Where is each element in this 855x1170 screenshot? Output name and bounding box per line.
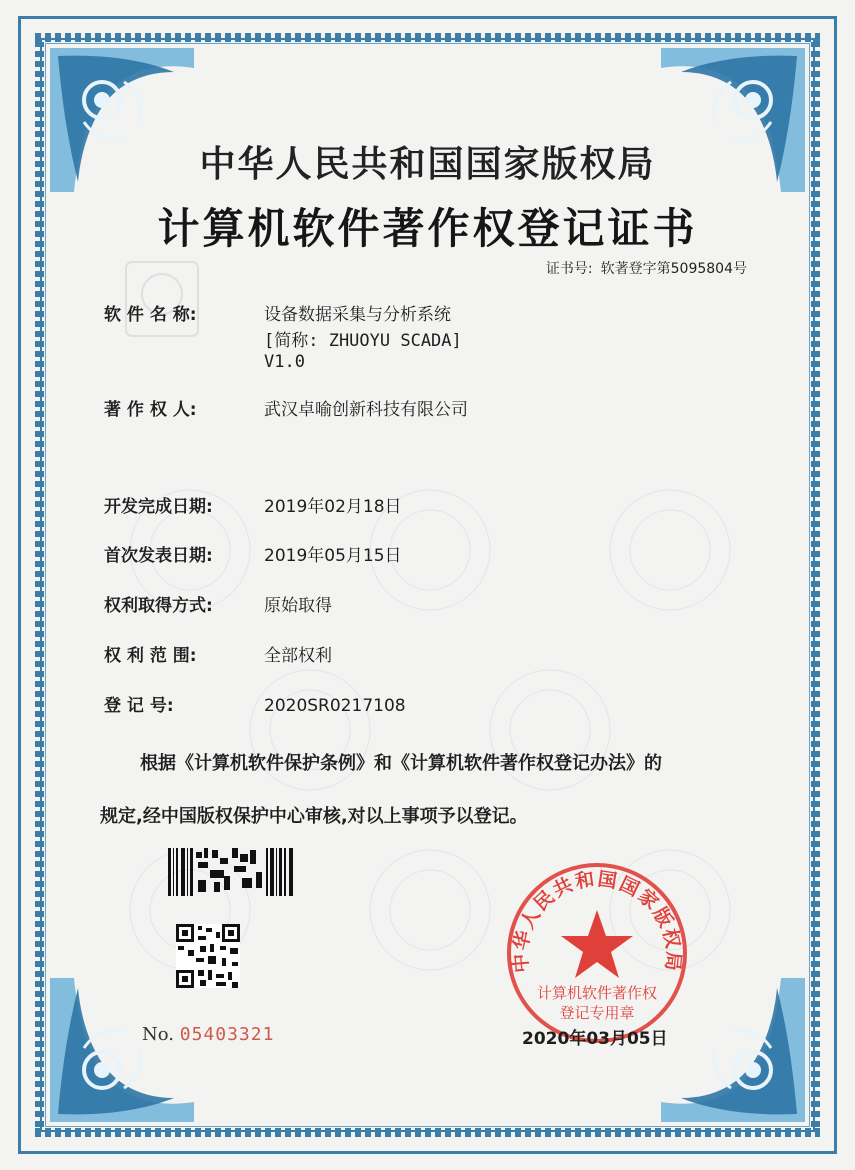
statement-line-1: 根据《计算机软件保护条例》和《计算机软件著作权登记办法》的 [140,753,662,774]
statement-line-2: 规定,经中国版权保护中心审核,对以上事项予以登记。 [100,806,528,827]
official-seal-icon [502,858,692,1048]
field-value: 设备数据采集与分析系统 [264,305,451,325]
field-label: 软 件 名 称: [104,305,197,325]
seal-inner-line-2: 登记专用章 [559,1004,635,1022]
seal-outer-text: 中华人民共和国国家版权局 [509,868,685,974]
field-value: 全部权利 [264,646,332,666]
field-rights-scope [104,641,332,666]
field-software-name [104,300,451,325]
field-value: 2019年05月15日 [264,546,402,566]
field-value: 武汉卓喻创新科技有限公司 [264,400,468,420]
field-registration-number [104,691,406,716]
field-acquire-method [104,591,332,616]
certificate-number [538,258,747,278]
software-version: V1.0 [264,352,305,372]
field-label: 首次发表日期: [104,546,213,566]
agency-name: 中华人民共和国国家版权局 [199,143,656,185]
field-label: 登 记 号: [104,696,174,716]
field-owner [104,395,468,420]
field-label: 权 利 范 围: [104,646,197,666]
field-label: 权利取得方式: [104,596,213,616]
field-pub-date [104,541,402,566]
watermark-emblem-icon [122,258,202,340]
certificate-number-label: 证书号: [545,261,593,277]
certificate-number-value: 软著登字第5095804号 [600,261,747,277]
serial-label: No. [142,1024,174,1045]
field-label: 著 作 权 人: [104,400,197,420]
software-abbreviation: [简称: ZHUOYU SCADA] [264,331,462,351]
field-value: 原始取得 [264,596,332,616]
barcode-icon [168,848,294,896]
issue-date: 2020年03月05日 [522,1029,668,1049]
serial-number [142,1024,274,1045]
field-dev-date [104,492,402,517]
qr-code-icon [176,924,240,988]
seal-inner-line-1: 计算机软件著作权 [536,984,658,1002]
field-value: 2020SR0217108 [264,696,406,716]
certificate-title: 计算机软件著作权登记证书 [157,204,698,253]
serial-value: 05403321 [179,1024,275,1045]
field-label: 开发完成日期: [104,497,213,517]
field-value: 2019年02月18日 [264,497,402,517]
